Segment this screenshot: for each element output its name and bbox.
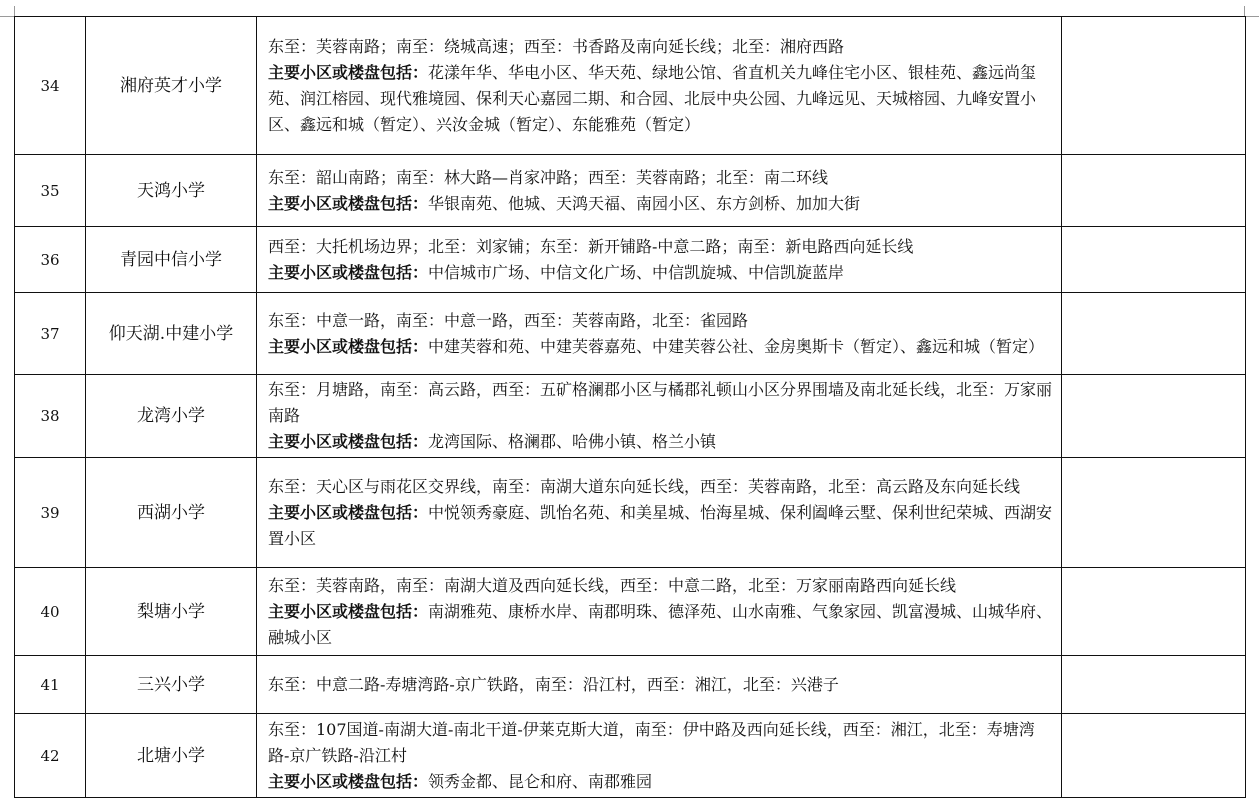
table-row xyxy=(15,458,1246,568)
remarks-cell xyxy=(1062,227,1246,293)
page-corner-mark-left xyxy=(0,6,15,17)
row-number: 34 xyxy=(15,17,86,155)
communities-text: 龙湾国际、格澜郡、哈佛小镇、格兰小镇 xyxy=(428,432,717,451)
row-number: 35 xyxy=(15,155,86,227)
table-row xyxy=(15,293,1246,375)
enrollment-range xyxy=(257,375,1062,458)
school-name: 三兴小学 xyxy=(86,656,257,714)
communities-text: 花漾年华、华电小区、华天苑、绿地公馆、省直机关九峰住宅小区、银桂苑、鑫远尚玺苑、润江榕园、现代雅境园、保利天心嘉园二期、和合园、北辰中央公园、九峰远见、天城榕园、九峰安置小区、鑫远和城（暂定）、兴汝金城（暂定）、东能雅苑（暂定） xyxy=(268,62,1037,134)
boundary-text: 东至：芙蓉南路；南至：绕城高速；西至：书香路及南向延长线；北至：湘府西路 xyxy=(268,36,845,56)
row-number: 41 xyxy=(15,656,86,714)
communities-text: 领秀金都、昆仑和府、南郡雅园 xyxy=(428,771,653,791)
communities-text: 南湖雅苑、康桥水岸、南郡明珠、德泽苑、山水南雅、气象家园、凯富漫城、山城华府、融城小区 xyxy=(268,601,1053,647)
table-row xyxy=(15,375,1246,458)
enrollment-range xyxy=(257,656,1062,714)
remarks-cell xyxy=(1062,458,1246,568)
school-name: 湘府英才小学 xyxy=(86,17,257,155)
table-row xyxy=(15,714,1246,798)
communities-label: 主要小区或楼盘包括： xyxy=(268,502,429,522)
communities-label: 主要小区或楼盘包括： xyxy=(268,62,429,82)
table-row xyxy=(15,227,1246,293)
boundary-text: 东至：韶山南路；南至：林大路—肖家冲路；西至：芙蓉南路；北至：南二环线 xyxy=(268,167,829,187)
communities-label: 主要小区或楼盘包括： xyxy=(268,262,429,282)
communities-label: 主要小区或楼盘包括： xyxy=(268,336,429,356)
communities-label: 主要小区或楼盘包括： xyxy=(268,601,429,621)
enrollment-range xyxy=(257,458,1062,568)
communities-text: 华银南苑、他城、天鸿天福、南园小区、东方剑桥、加加大街 xyxy=(428,193,861,213)
enrollment-range xyxy=(257,227,1062,293)
table-row xyxy=(15,155,1246,227)
school-name: 仰天湖.中建小学 xyxy=(86,293,257,375)
communities-label: 主要小区或楼盘包括： xyxy=(268,193,429,213)
remarks-cell xyxy=(1062,568,1246,656)
page-corner-mark-right xyxy=(1244,6,1259,17)
row-number: 38 xyxy=(15,375,86,458)
boundary-text: 东至：107国道-南湖大道-南北干道-伊莱克斯大道，南至：伊中路及西向延长线，西至：湘江，北至：寿塘湾路-京广铁路-沿江村 xyxy=(268,719,1035,765)
table-row xyxy=(15,17,1246,155)
school-name: 龙湾小学 xyxy=(86,375,257,458)
boundary-text: 东至：天心区与雨花区交界线，南至：南湖大道东向延长线，西至：芙蓉南路，北至：高云路及东向延长线 xyxy=(268,476,1021,496)
enrollment-range xyxy=(257,155,1062,227)
remarks-cell xyxy=(1062,17,1246,155)
school-district-table xyxy=(14,16,1246,798)
communities-text: 中信城市广场、中信文化广场、中信凯旋城、中信凯旋蓝岸 xyxy=(428,262,845,282)
row-number: 37 xyxy=(15,293,86,375)
school-name: 梨塘小学 xyxy=(86,568,257,656)
remarks-cell xyxy=(1062,293,1246,375)
remarks-cell xyxy=(1062,656,1246,714)
communities-label: 主要小区或楼盘包括： xyxy=(268,432,429,451)
row-number: 40 xyxy=(15,568,86,656)
row-number: 36 xyxy=(15,227,86,293)
school-name: 青园中信小学 xyxy=(86,227,257,293)
boundary-text: 西至：大托机场边界；北至：刘家铺；东至：新开铺路-中意二路；南至：新电路西向延长线 xyxy=(268,236,914,256)
enrollment-range xyxy=(257,17,1062,155)
table-row xyxy=(15,568,1246,656)
enrollment-range xyxy=(257,568,1062,656)
remarks-cell xyxy=(1062,155,1246,227)
communities-text: 中悦领秀豪庭、凯怡名苑、和美星城、怡海星城、保利阖峰云墅、保利世纪荣城、西湖安置小区 xyxy=(268,502,1053,548)
boundary-text: 东至：月塘路，南至：高云路，西至：五矿格澜郡小区与橘郡礼顿山小区分界围墙及南北延长线，北至：万家丽南路 xyxy=(268,380,1053,425)
boundary-text: 东至：中意一路，南至：中意一路，西至：芙蓉南路，北至：雀园路 xyxy=(268,310,749,330)
communities-text: 中建芙蓉和苑、中建芙蓉嘉苑、中建芙蓉公社、金房奥斯卡（暂定）、鑫远和城（暂定） xyxy=(428,336,1045,356)
enrollment-range xyxy=(257,293,1062,375)
enrollment-range xyxy=(257,714,1062,798)
boundary-text: 东至：芙蓉南路，南至：南湖大道及西向延长线，西至：中意二路，北至：万家丽南路西向延长线 xyxy=(268,575,957,595)
school-name: 天鸿小学 xyxy=(86,155,257,227)
table-row xyxy=(15,656,1246,714)
school-name: 北塘小学 xyxy=(86,714,257,798)
remarks-cell xyxy=(1062,714,1246,798)
communities-label: 主要小区或楼盘包括： xyxy=(268,771,429,791)
remarks-cell xyxy=(1062,375,1246,458)
boundary-text: 东至：中意二路-寿塘湾路-京广铁路，南至：沿江村，西至：湘江，北至：兴港子 xyxy=(268,674,839,694)
row-number: 42 xyxy=(15,714,86,798)
school-name: 西湖小学 xyxy=(86,458,257,568)
row-number: 39 xyxy=(15,458,86,568)
